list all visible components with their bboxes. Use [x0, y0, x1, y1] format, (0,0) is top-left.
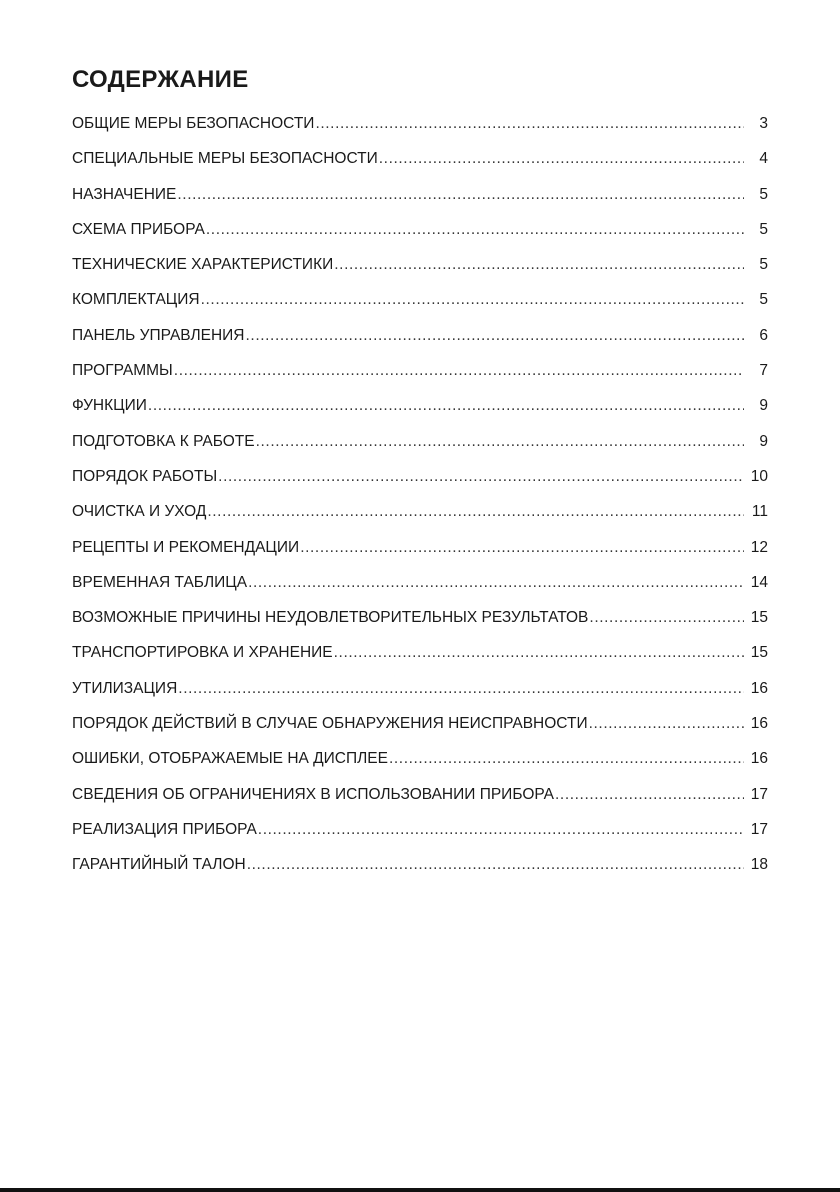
dot-leader [207, 494, 744, 529]
toc-entry[interactable] [72, 388, 768, 423]
dot-leader [589, 600, 744, 635]
dot-leader [247, 847, 744, 882]
toc-entry-page: 17 [750, 820, 768, 838]
toc-entry-page: 16 [750, 715, 768, 733]
dot-leader [148, 388, 744, 423]
toc-entry-label: ФУНКЦИИ [72, 397, 147, 415]
toc-entry-page: 9 [759, 432, 768, 450]
toc-entry-label: ОБЩИЕ МЕРЫ БЕЗОПАСНОСТИ [72, 115, 315, 132]
toc-entry-page: 5 [759, 256, 768, 274]
dot-leader [177, 177, 744, 212]
toc-entry-page: 4 [759, 150, 768, 168]
toc-entry-page: 14 [750, 573, 768, 591]
toc-entry-page: 15 [750, 644, 768, 662]
toc-entry-page: 5 [759, 291, 768, 309]
toc-entry-label: ПАНЕЛЬ УПРАВЛЕНИЯ [72, 326, 245, 344]
toc-entry-page: 18 [750, 856, 768, 874]
toc-entry[interactable] [72, 671, 768, 706]
toc-entry-label: РЕЦЕПТЫ И РЕКОМЕНДАЦИИ [72, 538, 300, 556]
toc-entry-page: 12 [750, 538, 768, 556]
dot-leader [315, 106, 744, 141]
toc-entry-page: 6 [759, 326, 768, 344]
page-title: СОДЕРЖАНИЕ [72, 66, 249, 93]
toc-entry-label: ПОРЯДОК ДЕЙСТВИЙ В СЛУЧАЕ ОБНАРУЖЕНИЯ НЕИСПРАВНОСТИ [72, 715, 588, 733]
toc-entry-page: 3 [759, 115, 768, 132]
toc-entry-page: 7 [759, 362, 768, 380]
dot-leader [300, 530, 744, 565]
toc-entry[interactable] [72, 247, 768, 282]
dot-leader [334, 635, 744, 670]
dot-leader [218, 459, 744, 494]
toc-entry[interactable] [72, 282, 768, 317]
dot-leader [379, 141, 744, 176]
toc-entry-page: 11 [751, 503, 768, 521]
toc-entry[interactable] [72, 141, 768, 176]
toc-entry-label: СПЕЦИАЛЬНЫЕ МЕРЫ БЕЗОПАСНОСТИ [72, 150, 378, 168]
dot-leader [258, 812, 744, 847]
toc-entry-page: 10 [750, 467, 768, 485]
toc-entry[interactable] [72, 459, 768, 494]
dot-leader [555, 777, 744, 812]
toc-entry[interactable] [72, 177, 768, 212]
dot-leader [589, 706, 744, 741]
bottom-border [0, 1188, 840, 1192]
dot-leader [334, 247, 744, 282]
toc-entry[interactable] [72, 777, 768, 812]
toc-entry-page: 16 [750, 750, 768, 768]
toc-entry-label: ГАРАНТИЙНЫЙ ТАЛОН [72, 856, 246, 874]
dot-leader [206, 212, 744, 247]
dot-leader [256, 424, 744, 459]
table-of-contents [72, 106, 768, 883]
toc-entry-label: УТИЛИЗАЦИЯ [72, 679, 178, 697]
toc-entry[interactable] [72, 318, 768, 353]
toc-entry[interactable] [72, 706, 768, 741]
toc-entry[interactable] [72, 530, 768, 565]
toc-entry-label: ТРАНСПОРТИРОВКА И ХРАНЕНИЕ [72, 644, 333, 662]
toc-entry-page: 15 [750, 609, 768, 627]
toc-entry-label: РЕАЛИЗАЦИЯ ПРИБОРА [72, 820, 257, 838]
toc-entry-label: ПОДГОТОВКА К РАБОТЕ [72, 432, 255, 450]
dot-leader [201, 282, 744, 317]
dot-leader [178, 671, 744, 706]
toc-entry[interactable] [72, 424, 768, 459]
toc-entry[interactable] [72, 106, 768, 141]
dot-leader [389, 741, 744, 776]
toc-entry-page: 16 [750, 679, 768, 697]
toc-entry-label: ОЧИСТКА И УХОД [72, 503, 207, 521]
toc-entry-label: ТЕХНИЧЕСКИЕ ХАРАКТЕРИСТИКИ [72, 256, 334, 274]
toc-entry-label: ОШИБКИ, ОТОБРАЖАЕМЫЕ НА ДИСПЛЕЕ [72, 750, 388, 768]
toc-entry[interactable] [72, 494, 768, 529]
toc-entry-page: 9 [759, 397, 768, 415]
toc-entry-label: КОМПЛЕКТАЦИЯ [72, 291, 200, 309]
toc-entry[interactable] [72, 635, 768, 670]
toc-entry[interactable] [72, 565, 768, 600]
toc-entry-label: ВОЗМОЖНЫЕ ПРИЧИНЫ НЕУДОВЛЕТВОРИТЕЛЬНЫХ РЕЗУЛЬТАТОВ [72, 609, 589, 627]
toc-entry[interactable] [72, 847, 768, 882]
toc-entry[interactable] [72, 212, 768, 247]
dot-leader [246, 318, 745, 353]
toc-entry[interactable] [72, 812, 768, 847]
toc-entry[interactable] [72, 741, 768, 776]
dot-leader [248, 565, 744, 600]
toc-entry-page: 17 [750, 785, 768, 803]
toc-entry-label: ВРЕМЕННАЯ ТАБЛИЦА [72, 573, 248, 591]
toc-entry-label: ПРОГРАММЫ [72, 362, 173, 380]
toc-entry-label: НАЗНАЧЕНИЕ [72, 185, 177, 203]
toc-entry-label: ПОРЯДОК РАБОТЫ [72, 467, 218, 485]
toc-entry-label: СХЕМА ПРИБОРА [72, 220, 205, 238]
toc-entry[interactable] [72, 600, 768, 635]
toc-entry-label: СВЕДЕНИЯ ОБ ОГРАНИЧЕНИЯХ В ИСПОЛЬЗОВАНИИ ПРИБОРА [72, 785, 555, 803]
toc-entry-page: 5 [759, 185, 768, 203]
toc-entry-page: 5 [759, 220, 768, 238]
dot-leader [174, 353, 744, 388]
toc-entry[interactable] [72, 353, 768, 388]
